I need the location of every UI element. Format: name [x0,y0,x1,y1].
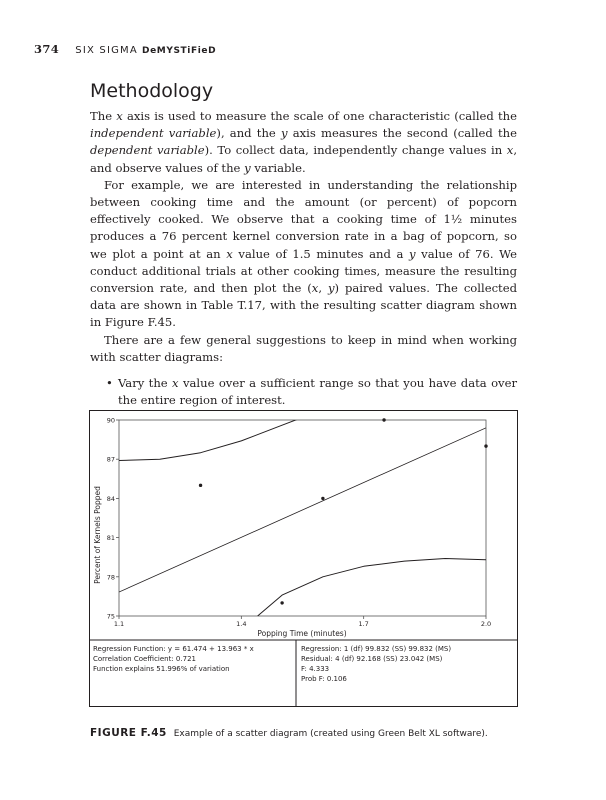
variation-explained: Function explains 51.996% of variation [93,665,230,673]
plot-area [119,420,486,616]
page-number: 374 [34,42,60,56]
running-head [34,42,216,56]
y-tick-label: 81 [106,534,115,543]
data-point [382,418,385,421]
correlation-coefficient: Correlation Coefficient: 0.721 [93,655,196,663]
data-point [321,497,324,500]
list-item: • Vary the x value over a sufficient range so that you have data over the entire region of interest. [118,375,517,409]
y-tick-label: 75 [106,612,115,621]
paragraph-3: There are a few general suggestions to keep in mind when working with scatter diagrams: [90,332,517,364]
scatter-figure [89,410,518,707]
caption-text: Example of a scatter diagram (created using Green Belt XL software). [173,729,488,739]
data-point [199,484,202,487]
y-axis-label: Percent of Kernels Popped [93,486,102,584]
book-series: SIX SIGMA [75,45,138,56]
y-tick-label: 87 [106,455,115,464]
data-point [484,444,487,447]
x-tick-label: 1.4 [236,620,247,628]
book-suffix: DeMYSTiFieD [142,46,217,56]
anova-regression: Regression: 1 (df) 99.832 (SS) 99.832 (MS) [301,645,452,653]
figure-caption [90,727,488,739]
x-axis-label: Popping Time (minutes) [257,629,347,638]
prob-f: Prob F: 0.106 [301,675,347,683]
scatter-chart [89,410,518,707]
suggestion-list [90,375,517,409]
x-tick-label: 1.7 [358,620,369,628]
anova-residual: Residual: 4 (df) 92.168 (SS) 23.042 (MS) [301,655,443,663]
body-text [90,108,517,409]
x-tick-label: 1.1 [113,620,125,628]
f-statistic: F: 4.333 [301,665,330,673]
section-title: Methodology [90,80,214,102]
y-tick-label: 84 [106,494,115,503]
y-tick-label: 78 [106,573,115,582]
paragraph-2: For example, we are interested in understanding the relationship between cooking time and the amount (or percent) of popcorn effectively cooked. We observe that a cooking time of 1½ minutes produces a 76 percent kernel conversion rate in a bag of popcorn, so we plot a point at an x value of 1.5 minutes and a y value of 76. We conduct additional trials at other cooking times, measure the resulting conversion rate, and then plot the (x, y) paired values. The collected data are shown in Table T.17, with the resulting scatter diagram shown in Figure F.45. [90,177,518,330]
figure-label: FIGURE F.45 [90,727,167,739]
regression-function: Regression Function: y = 61.474 + 13.963 * x [93,645,254,653]
data-point [280,601,283,604]
x-tick-label: 2.0 [480,620,492,628]
y-tick-label: 90 [106,416,115,425]
paragraph-1: The x axis is used to measure the scale of one characteristic (called the independent variable), and the y axis measures the second (called the dependent variable). To collect data, independently change values in x, and observe values of the y variable. [90,109,517,175]
